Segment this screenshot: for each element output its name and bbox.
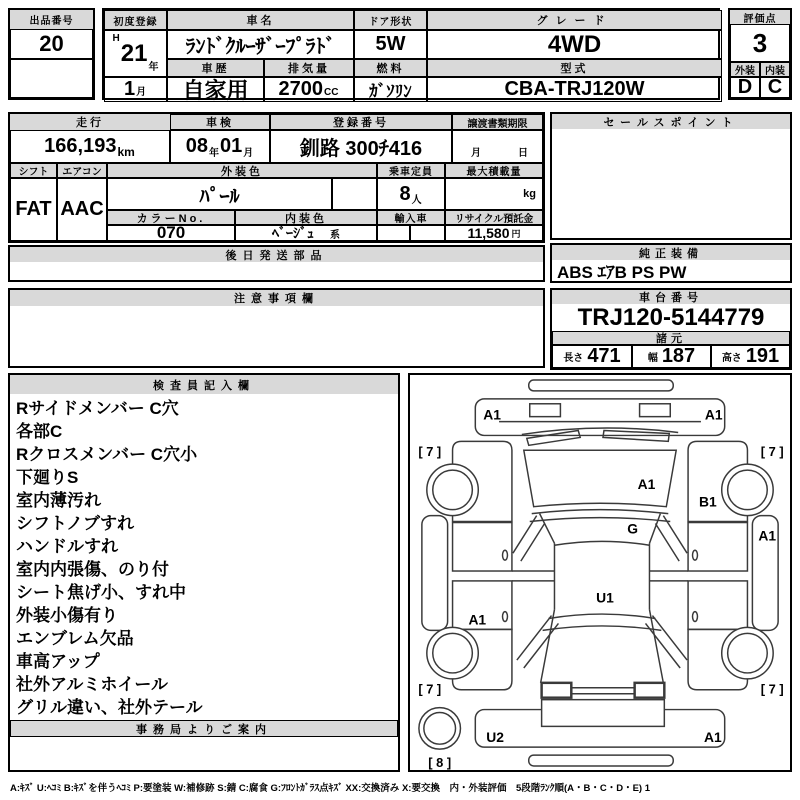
- damage-label-cowl: G: [627, 520, 639, 537]
- later-parts-label: 後日発送部品: [10, 247, 543, 262]
- inspector-note-line: Rクロスメンバー C穴小: [16, 445, 198, 464]
- rear-tire-left: [427, 627, 478, 678]
- first-registration-month: [104, 77, 167, 102]
- month-unit: 月: [136, 87, 147, 98]
- exterior-color-label: 外装色: [107, 163, 377, 178]
- displacement-number: 2700: [278, 78, 324, 100]
- mileage-value: [10, 130, 170, 163]
- caution-box: [8, 288, 545, 368]
- tire-rank-rear-right: [ 7 ]: [760, 681, 784, 697]
- capacity-value: [377, 178, 445, 210]
- inspector-note-line: 室内薄汚れ: [16, 491, 101, 510]
- import-empty-cell-2: [410, 225, 445, 241]
- transfer-doc-value: [452, 130, 543, 163]
- year-unit: 年: [148, 62, 159, 73]
- recycle-unit: 円: [511, 228, 521, 239]
- recycle-deposit-label: リサイクル預託金: [445, 210, 543, 225]
- damage-label-front-bumper-left: A1: [483, 406, 501, 423]
- first-reg-month-value: 1: [123, 78, 136, 100]
- inspector-box: [8, 373, 400, 772]
- inspector-note-line: エンブレム欠品: [16, 629, 134, 648]
- capacity-number: 8: [399, 182, 411, 205]
- exterior-grade-value: D: [730, 77, 760, 98]
- side-sill-left: [422, 516, 448, 631]
- front-door-left: [453, 523, 512, 571]
- shift-value: FAT: [10, 178, 57, 241]
- spare-tire: [419, 708, 461, 750]
- tire-rank-front-left: [ 7 ]: [418, 444, 442, 460]
- transfer-doc-label: 譲渡書類期限: [452, 114, 543, 130]
- inspection-month-unit: 月: [243, 148, 254, 159]
- interior-color-name: ﾍﾞｰｼﾞｭ: [272, 225, 314, 241]
- displacement-unit: CC: [324, 87, 339, 98]
- fuel-value: ｶﾞｿﾘﾝ: [354, 77, 427, 102]
- mileage-unit: km: [117, 145, 135, 159]
- tire-rank-front-right: [ 7 ]: [760, 444, 784, 460]
- inspector-note-line: Rサイドメンバー C穴: [16, 399, 179, 418]
- displacement-label: 排気量: [264, 59, 354, 77]
- capacity-label: 乗車定員: [377, 163, 445, 178]
- tailgate-panel: [542, 700, 665, 727]
- grade-label: グレード: [427, 10, 722, 30]
- displacement-value: [264, 77, 354, 102]
- capacity-unit: 人: [411, 195, 422, 206]
- width-value: 187: [661, 345, 696, 367]
- caution-label: 注意事項欄: [10, 290, 543, 306]
- inspection-label: 車検: [170, 114, 270, 130]
- exterior-color-empty-cell: [332, 178, 377, 210]
- chassis-box: [550, 288, 792, 370]
- registration-spec-table: [8, 112, 545, 243]
- transfer-day-unit: 日: [518, 148, 528, 159]
- cowl-arc-2: [530, 518, 671, 522]
- door-shape-value: 5W: [354, 30, 427, 59]
- aircon-value: AAC: [57, 178, 107, 241]
- dimension-width: [632, 345, 711, 368]
- max-load-label: 最大積載量: [445, 163, 543, 178]
- damage-label-rear-bumper-right: A1: [703, 729, 722, 746]
- score-value: 3: [730, 24, 790, 62]
- interior-grade-label: 内装: [760, 62, 790, 77]
- inspector-note-line: 車高アップ: [16, 652, 100, 671]
- rear-roof-strip: [529, 755, 673, 766]
- headlight-right: [640, 404, 671, 417]
- tire-rank-rear-left: [ 7 ]: [418, 681, 442, 697]
- mileage-label: 走行: [10, 114, 170, 130]
- equipment-value: ABS ｴｱB PS PW: [557, 263, 687, 281]
- length-label: 長さ: [563, 353, 584, 364]
- office-body: [10, 737, 398, 770]
- inspector-note-line: 下廻りS: [16, 468, 79, 487]
- front-bumper: [475, 399, 724, 436]
- grade-value: 4WD: [427, 30, 722, 59]
- inspector-notes: [10, 394, 398, 717]
- legend-line: A:ｷｽﾞ U:ﾍｺﾐ B:ｷｽﾞを伴うﾍｺﾐ P:要塗装 W:補修跡 S:錆 C:腐食 G:ﾌﾛﾝﾄｶﾞﾗｽ点ｷｽﾞ XX:交換済み X:要交換 内・外装評価 5段階ﾗﾝｸ順(A・B・C・D・E) 1: [10, 783, 651, 794]
- era-prefix: H: [112, 33, 120, 44]
- recycle-number: 11,580: [467, 225, 510, 241]
- auction-number-empty-cell: [10, 59, 93, 98]
- color-no-value: 070: [107, 225, 235, 241]
- damage-label-front-fender-right: B1: [699, 493, 717, 510]
- interior-color-value: [235, 225, 377, 241]
- length-value: 471: [587, 345, 621, 367]
- door-handle: [693, 612, 698, 622]
- tailgate-sides: [541, 610, 664, 683]
- damage-label-rear-bumper-left: U2: [486, 729, 504, 746]
- score-block: [728, 8, 792, 100]
- chassis-label: 車台番号: [552, 290, 790, 304]
- damage-label-front-door-right: A1: [758, 527, 777, 544]
- shift-label: シフト: [10, 163, 57, 178]
- first-registration-year: [104, 30, 167, 77]
- front-roof-strip: [529, 380, 673, 391]
- door-shape-label: ドア形状: [354, 10, 427, 30]
- damage-diagram: [408, 373, 792, 772]
- car-name-value: ﾗﾝﾄﾞｸﾙｰｻﾞｰﾌﾟﾗﾄﾞ: [167, 30, 354, 59]
- interior-grade-value: C: [760, 77, 790, 98]
- model-code-value: CBA-TRJ120W: [427, 77, 722, 102]
- auction-number-label: 出品番号: [10, 10, 93, 29]
- tail-lamp-left: [542, 683, 572, 698]
- inspector-note-line: ハンドルすれ: [16, 537, 118, 556]
- fuel-label: 燃料: [354, 59, 427, 77]
- width-label: 幅: [647, 353, 658, 364]
- car-history-value: 自家用: [167, 77, 264, 102]
- later-parts-box: [8, 245, 545, 282]
- inspector-label: 検査員記入欄: [10, 375, 398, 394]
- interior-color-suffix: 系: [330, 229, 340, 241]
- door-handle: [693, 550, 698, 560]
- sales-point-body: [552, 129, 790, 238]
- damage-label-hood: A1: [637, 475, 656, 492]
- rear-tire-right: [722, 627, 773, 678]
- front-tire-right: [722, 464, 773, 515]
- sales-point-label: セールスポイント: [552, 114, 790, 129]
- dimension-height: [711, 345, 790, 368]
- inspector-note-line: グリル違い、社外テール: [16, 698, 203, 717]
- inspector-note-line: 室内内張傷、のり付: [16, 560, 169, 579]
- front-quarter-lines: [513, 516, 687, 562]
- inspector-note-line: 外装小傷有り: [16, 606, 118, 625]
- tire-rank-spare: [ 8 ]: [428, 754, 452, 770]
- score-label: 評価点: [730, 10, 790, 24]
- damage-label-front-bumper-right: A1: [704, 406, 723, 423]
- interior-color-label: 内装色: [235, 210, 377, 225]
- sales-point-box: [550, 112, 792, 240]
- height-label: 高さ: [721, 353, 742, 364]
- max-load-value: kg: [445, 178, 543, 210]
- inspection-year: 08: [185, 135, 208, 157]
- import-empty-cell-1: [377, 225, 410, 241]
- inspector-note-line: 社外アルミホイール: [16, 675, 168, 694]
- front-door-right: [688, 523, 747, 571]
- first-registration-label: 初度登録: [104, 10, 167, 30]
- tail-lamp-bar: [571, 688, 634, 694]
- equipment-label: 純正装備: [552, 245, 790, 260]
- rear-door-right: [688, 581, 747, 629]
- rear-quarter-lines: [517, 616, 687, 668]
- car-history-label: 車歴: [167, 59, 264, 77]
- inspection-value: [170, 130, 270, 163]
- mileage-number: 166,193: [44, 135, 117, 157]
- import-car-label: 輸入車: [377, 210, 445, 225]
- dimensions-label: 諸元: [552, 331, 790, 345]
- registration-number-label: 登録番号: [270, 114, 452, 130]
- dimension-length: [552, 345, 632, 368]
- cowl-arc-1: [532, 510, 669, 514]
- door-handle: [503, 612, 508, 622]
- chassis-value: TRJ120-5144779: [577, 304, 765, 331]
- door-handle: [503, 550, 508, 560]
- inspector-note-line: 各部C: [16, 422, 63, 441]
- car-name-label: 車名: [167, 10, 354, 30]
- later-parts-body: [10, 262, 543, 280]
- headlight-left: [530, 404, 561, 417]
- inspection-year-unit: 年: [209, 148, 219, 159]
- equipment-box: [550, 243, 792, 283]
- transfer-month-unit: 月: [471, 148, 481, 159]
- door-seam-lines: [512, 571, 688, 581]
- color-no-label: カラーNo.: [107, 210, 235, 225]
- auction-number-block: [8, 8, 95, 100]
- damage-label-rear-door-left: A1: [468, 611, 487, 628]
- front-tire-left: [427, 464, 478, 515]
- car-outline-diagram: [410, 375, 790, 770]
- vehicle-header-table: [102, 8, 720, 100]
- rear-window-arcs: [543, 614, 662, 630]
- exterior-grade-label: 外装: [730, 62, 760, 77]
- windshield-base-arc: [554, 541, 649, 545]
- height-value: 191: [745, 345, 780, 367]
- tail-lamp-right: [635, 683, 665, 698]
- inspection-month: 01: [220, 135, 243, 157]
- aircon-label: エアコン: [57, 163, 107, 178]
- registration-number-value: 釧路 300ﾁ416: [270, 130, 452, 163]
- recycle-deposit-value: [445, 225, 543, 241]
- inspector-note-line: シフトノブすれ: [16, 514, 134, 533]
- model-code-label: 型式: [427, 59, 722, 77]
- office-label: 事務局よりご案内: [10, 720, 398, 737]
- auction-number-value: 20: [10, 29, 93, 59]
- first-reg-year-value: 21: [120, 39, 148, 67]
- damage-label-floor: U1: [596, 589, 614, 606]
- inspector-note-line: シート焦げ小、すれ中: [16, 583, 186, 602]
- caution-body: [10, 306, 543, 366]
- exterior-color-value: ﾊﾟｰﾙ: [107, 178, 332, 210]
